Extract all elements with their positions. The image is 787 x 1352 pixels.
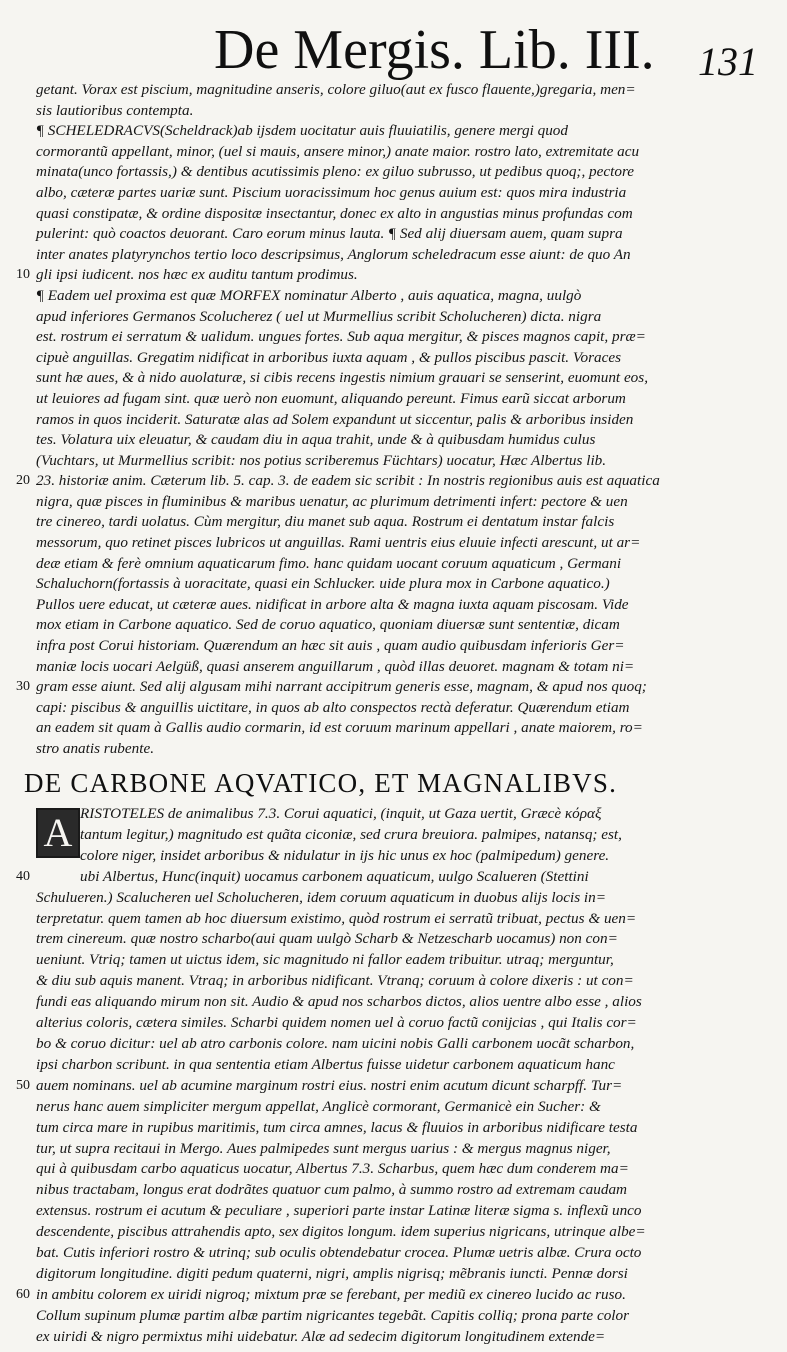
line-text: deæ etiam & ferè omnium aquaticarum fimo. hanc quidam uocant coruum aquaticum , Germani [36,554,622,572]
text-line [16,867,766,888]
text-line [36,286,762,307]
line-text: capi: piscibus & anguillis uictitare, in quos ab alto conspectos rectà deferatur. Quærendum etiam [36,698,630,716]
line-text: infra post Corui historiam. Quærendum an hæc sit auis , quam audio quibusdam inferioris Ger= [36,637,625,655]
text-line [36,698,762,719]
line-number: 60 [16,1286,30,1302]
text-line [36,224,762,245]
line-text: nerus hanc auem simpliciter mergum appellat, Anglicè cormorant, Germanicè ein Sucher: & [36,1097,601,1115]
text-line [36,368,762,389]
line-text: extensus. rostrum ei acutum & peculiare , superiori parte instar Latinæ literæ sigma s. inflexũ unco [36,1202,642,1220]
text-line [36,554,762,575]
line-text: RISTOTELES de animalibus 7.3. Corui aquatici, (inquit, ut Gaza uertit, Græcè κόραξ [80,805,602,822]
line-text: bat. Cutis inferiori rostro & utrinq; sub oculis obtendebatur crocea. Plumæ uetris albæ. Crura octo [36,1244,642,1262]
text-line [36,121,762,142]
line-text: auem nominans. uel ab acumine marginum rostri eius. nostri enim acutum dicunt scharpff. Tur= [36,1076,623,1094]
line-number: 50 [16,1077,30,1093]
text-line [36,1306,766,1327]
line-text: trem cinereum. quæ nostro scharbo(aui quam uulgò Scharb & Netzescharb uocamus) non con= [36,930,618,948]
text-line [36,718,762,739]
line-text: (Vuchtars, ut Murmellius scribit: nos potius scriberemus Füchtars) uocatur, Hæc Albertus lib. [36,451,607,469]
line-number: 10 [16,267,30,283]
text-line [16,1076,766,1097]
line-number: 40 [16,868,30,884]
text-line [36,101,762,122]
text-line [16,677,762,698]
text-line [36,846,766,867]
text-line [36,1222,766,1243]
text-line [36,430,762,451]
line-text: cormorantũ appellant, minor, (uel si mauis, ansere minor,) anate maior. rostro lato, extremitate acu [36,142,640,160]
text-line [36,1264,766,1285]
line-text: nigra, quæ pisces in fluminibus & maribus uenatur, ac plurimum detrimenti infert: pectore & uen [36,492,628,510]
text-line [36,348,762,369]
text-line [36,162,762,183]
line-text: an eadem sit quam à Gallis audio cormarin, id est coruum marinum appellari , anate maiorem, ro= [36,719,643,737]
line-text: ut leuiores ad fugam sint. quæ uerò non euomunt, aliquando pereunt. Fimus earũ siccat arborum [36,389,626,407]
line-text: sunt hæ aues, & à nido auolaturæ, si cibis recens ingestis nimium grauari se senserint, euomunt eos, [36,369,648,387]
text-line [16,265,762,286]
line-text: tes. Volatura uix eleuatur, & caudam diu in aqua trahit, unde & à quibusdam humidus culus [36,431,596,449]
line-text: mox etiam in Carbone aquatico. Sed de coruo aquatico, quoniam diuersæ sunt sententiæ, dicam [36,616,620,634]
line-text: 23. historiæ anim. Cæterum lib. 5. cap. 3. de eadem sic scribit : In nostris regionibus auis est aquatica [36,472,660,490]
text-line [36,142,762,163]
text-line [36,1034,766,1055]
line-text: inter anates platyrynchos tertio loco descripsimus, Anglorum scheledracum esse aiunt: de quo An [36,245,631,263]
text-line [36,389,762,410]
section-heading: DE CARBONE AQVATICO, ET MAGNALIBVS. [24,768,618,798]
line-text: gram esse aiunt. Sed alij algusam mihi narrant accipitrum generis esse, magnam, & apud nos quoq; [36,678,647,696]
line-text: sis lautioribus contempta. [36,101,194,119]
line-text: qui à quibusdam carbo aquaticus uocatur, Albertus 7.3. Scharbus, quem hæc dum conderem ma= [36,1160,629,1178]
line-text: tur, ut supra recitaui in Mergo. Aues palmipedes sunt mergus uarius : & mergus magnus niger, [36,1139,611,1157]
text-line [36,595,762,616]
text-line [36,183,762,204]
text-line [36,574,762,595]
line-number: 30 [16,679,30,695]
line-text: pulerint: quò coactos deuorant. Caro eorum minus lauta. ¶ Sed alij diuersam auem, quam supra [36,225,623,243]
line-text: ex uiridi & nigro permixtus mihi uidebatur. Alæ ad sedecim digitorum longitudinem extende= [36,1327,606,1345]
line-text: tum circa mare in rupibus maritimis, tum circa amnes, lacus & fluuios in arboribus nidificare testa [36,1118,638,1136]
line-text: ¶ SCHELEDRACVS(Scheldrack)ab ijsdem uocitatur auis fluuiatilis, genere mergi quod [36,122,568,140]
text-line [36,615,762,636]
line-text: ueniunt. Vtriq; tamen ut uictus idem, sic magnitudo ni fallor eadem tribuitur. utraq; merguntur, [36,951,614,969]
text-line [36,1327,766,1348]
text-line [36,1180,766,1201]
line-text: minata(unco fortassis,) & dentibus acutissimis pleno: ex giluo subrusso, ut pedibus quoq;, pectore [36,163,635,181]
line-text: digitorum longitudine. digiti pedum quaterni, nigri, amplis nigrisq; mẽbranis iuncti. Pennæ dorsi [36,1264,628,1282]
line-text: maniæ locis uocari Aelgüß, quasi anserem anguillarum , quòd illas deuoret. magnam & totam ni= [36,657,635,675]
line-text: & diu sub aquis manent. Vtraq; in arboribus nidificant. Vtranq; coruum à colore dixeris : ut con= [36,972,634,990]
line-text: colore niger, insidet arboribus & nidulatur in ijs hic unus ex hoc (palmipedum) genere. [80,846,610,864]
text-block-carbo [16,804,766,1348]
line-text: ipsi charbon scribunt. in qua sententia etiam Albertus fuisse uidetur carbonem aquaticum hanc [36,1055,615,1073]
text-line [36,1118,766,1139]
text-line [36,1013,766,1034]
text-line [36,80,762,101]
text-line [36,1201,766,1222]
line-text: tantum legitur,) magnitudo est quãta ciconiæ, sed crura breuiora. palmipes, natansq; est, [80,825,622,843]
line-text: Schaluchorn(fortassis à uoracitate, quasi ein Schlucker. uide plura mox in Carbone aquatico.) [36,575,610,593]
line-text: nibus tractabam, longus erat dodrãtes quatuor cum palmo, à summo rostro ad extremam caudam [36,1181,628,1199]
line-text: getant. Vorax est piscium, magnitudine anseris, colore giluo(aut ex fusco flauente,)gregaria, men= [36,81,636,98]
line-text: messorum, quo retinet pisces lubricos ut anguillas. Rami uentris eius eluuie infecti arescunt, ut ar= [36,534,641,552]
line-text: apud inferiores Germanos Scolucherez ( uel ut Murmellius scribit Scholucheren) dicta. nigra [36,307,602,325]
line-text: stro anatis rubente. [36,740,154,757]
line-text: Schulueren.) Scalucheren uel Scholucheren, idem coruum aquaticum in duobus alijs locis in= [36,888,606,906]
line-text: albo, cæteræ partes uariæ sunt. Piscium uoracissimum hoc genus auium est: quos mira industria [36,183,627,201]
line-text: bo & coruo dicitur: uel ab atro carbonis colore. nam uicini nobis Galli carbonem uocãt scharbon, [36,1034,635,1052]
line-text: gli ipsi iudicent. nos hæc ex auditu tantum prodimus. [36,266,358,284]
text-line [36,804,766,825]
line-text: est. rostrum ei serratum & ualidum. ungues fortes. Sub aqua mergitur, & pisces magnos capit, præ= [36,328,646,346]
text-line [16,471,762,492]
line-text: alterius coloris, cætera similes. Scharbi quidem nomen uel à coruo factũ conijcias , qui Italis cor= [36,1014,637,1032]
text-line [36,512,762,533]
line-text: descendente, piscibus attrahendis apto, sex digitos longum. idem superius nigricans, utrinque albe= [36,1223,646,1241]
text-line [36,825,766,846]
text-line [36,307,762,328]
text-line [36,657,762,678]
page-number: 131 [698,39,758,84]
text-line [16,1285,766,1306]
text-line [36,533,762,554]
line-text: Pullos uere educat, ut cæteræ aues. nidificat in arbore alta & magna iuxta aquam piscosam. Vide [36,595,629,613]
text-line [36,636,762,657]
text-line [36,1159,766,1180]
page-title: De Mergis. Lib. III. [214,19,655,81]
text-line [36,1243,766,1264]
text-line [36,1097,766,1118]
text-line [36,971,766,992]
text-block-morfex [16,80,762,760]
text-line [36,451,762,472]
text-line [36,929,766,950]
text-line [36,327,762,348]
text-line [36,410,762,431]
line-text: fundi eas aliquando mirum non sit. Audio & apud nos scharbos dictos, alios uentre albo esse , alios [36,993,642,1011]
text-line [36,909,766,930]
text-line [36,1055,766,1076]
line-text: tre cinereo, tardi uolatus. Cùm mergitur, diu manet sub aqua. Rostrum ei dentatum instar falcis [36,513,615,531]
line-text: cipuè anguillas. Gregatim nidificat in arboribus iuxta aquam , & pullos piscibus pascit. Voraces [36,348,621,366]
text-line [36,1139,766,1160]
text-line [36,245,762,266]
text-line [36,888,766,909]
text-line [36,950,766,971]
line-text: ¶ Eadem uel proxima est quæ MORFEX nominatur Alberto , auis aquatica, magna, uulgò [36,286,582,304]
text-line [36,204,762,225]
text-line [36,492,762,513]
line-text: quasi constipatæ, & ordine dispositæ insectantur, donec ex alto in angustias minus profundas com [36,204,633,222]
line-text: terpretatur. quem tamen ab hoc diuersum existimo, quòd rostrum ei serratũ tribuat, pectus & uen= [36,909,637,927]
text-line [36,992,766,1013]
line-number: 20 [16,473,30,489]
line-text: ramos in quos inciderit. Saturatæ alas ad Solem expandunt ut siccentur, palis & arboribus insiden [36,410,634,428]
line-text: ubi Albertus, Hunc(inquit) uocamus carbonem aquaticum, uulgo Scalueren (Stettini [80,867,589,885]
line-text: in ambitu colorem ex uiridi nigroq; mixtum præ se ferebant, per mediũ ex cinereo lucido ac ruso. [36,1285,626,1303]
text-line [36,739,762,760]
drop-cap-initial: A [36,808,80,858]
line-text: Collum supinum plumæ partim albæ partim nigricantes tegebãt. Capitis colliq; prona parte color [36,1306,630,1324]
